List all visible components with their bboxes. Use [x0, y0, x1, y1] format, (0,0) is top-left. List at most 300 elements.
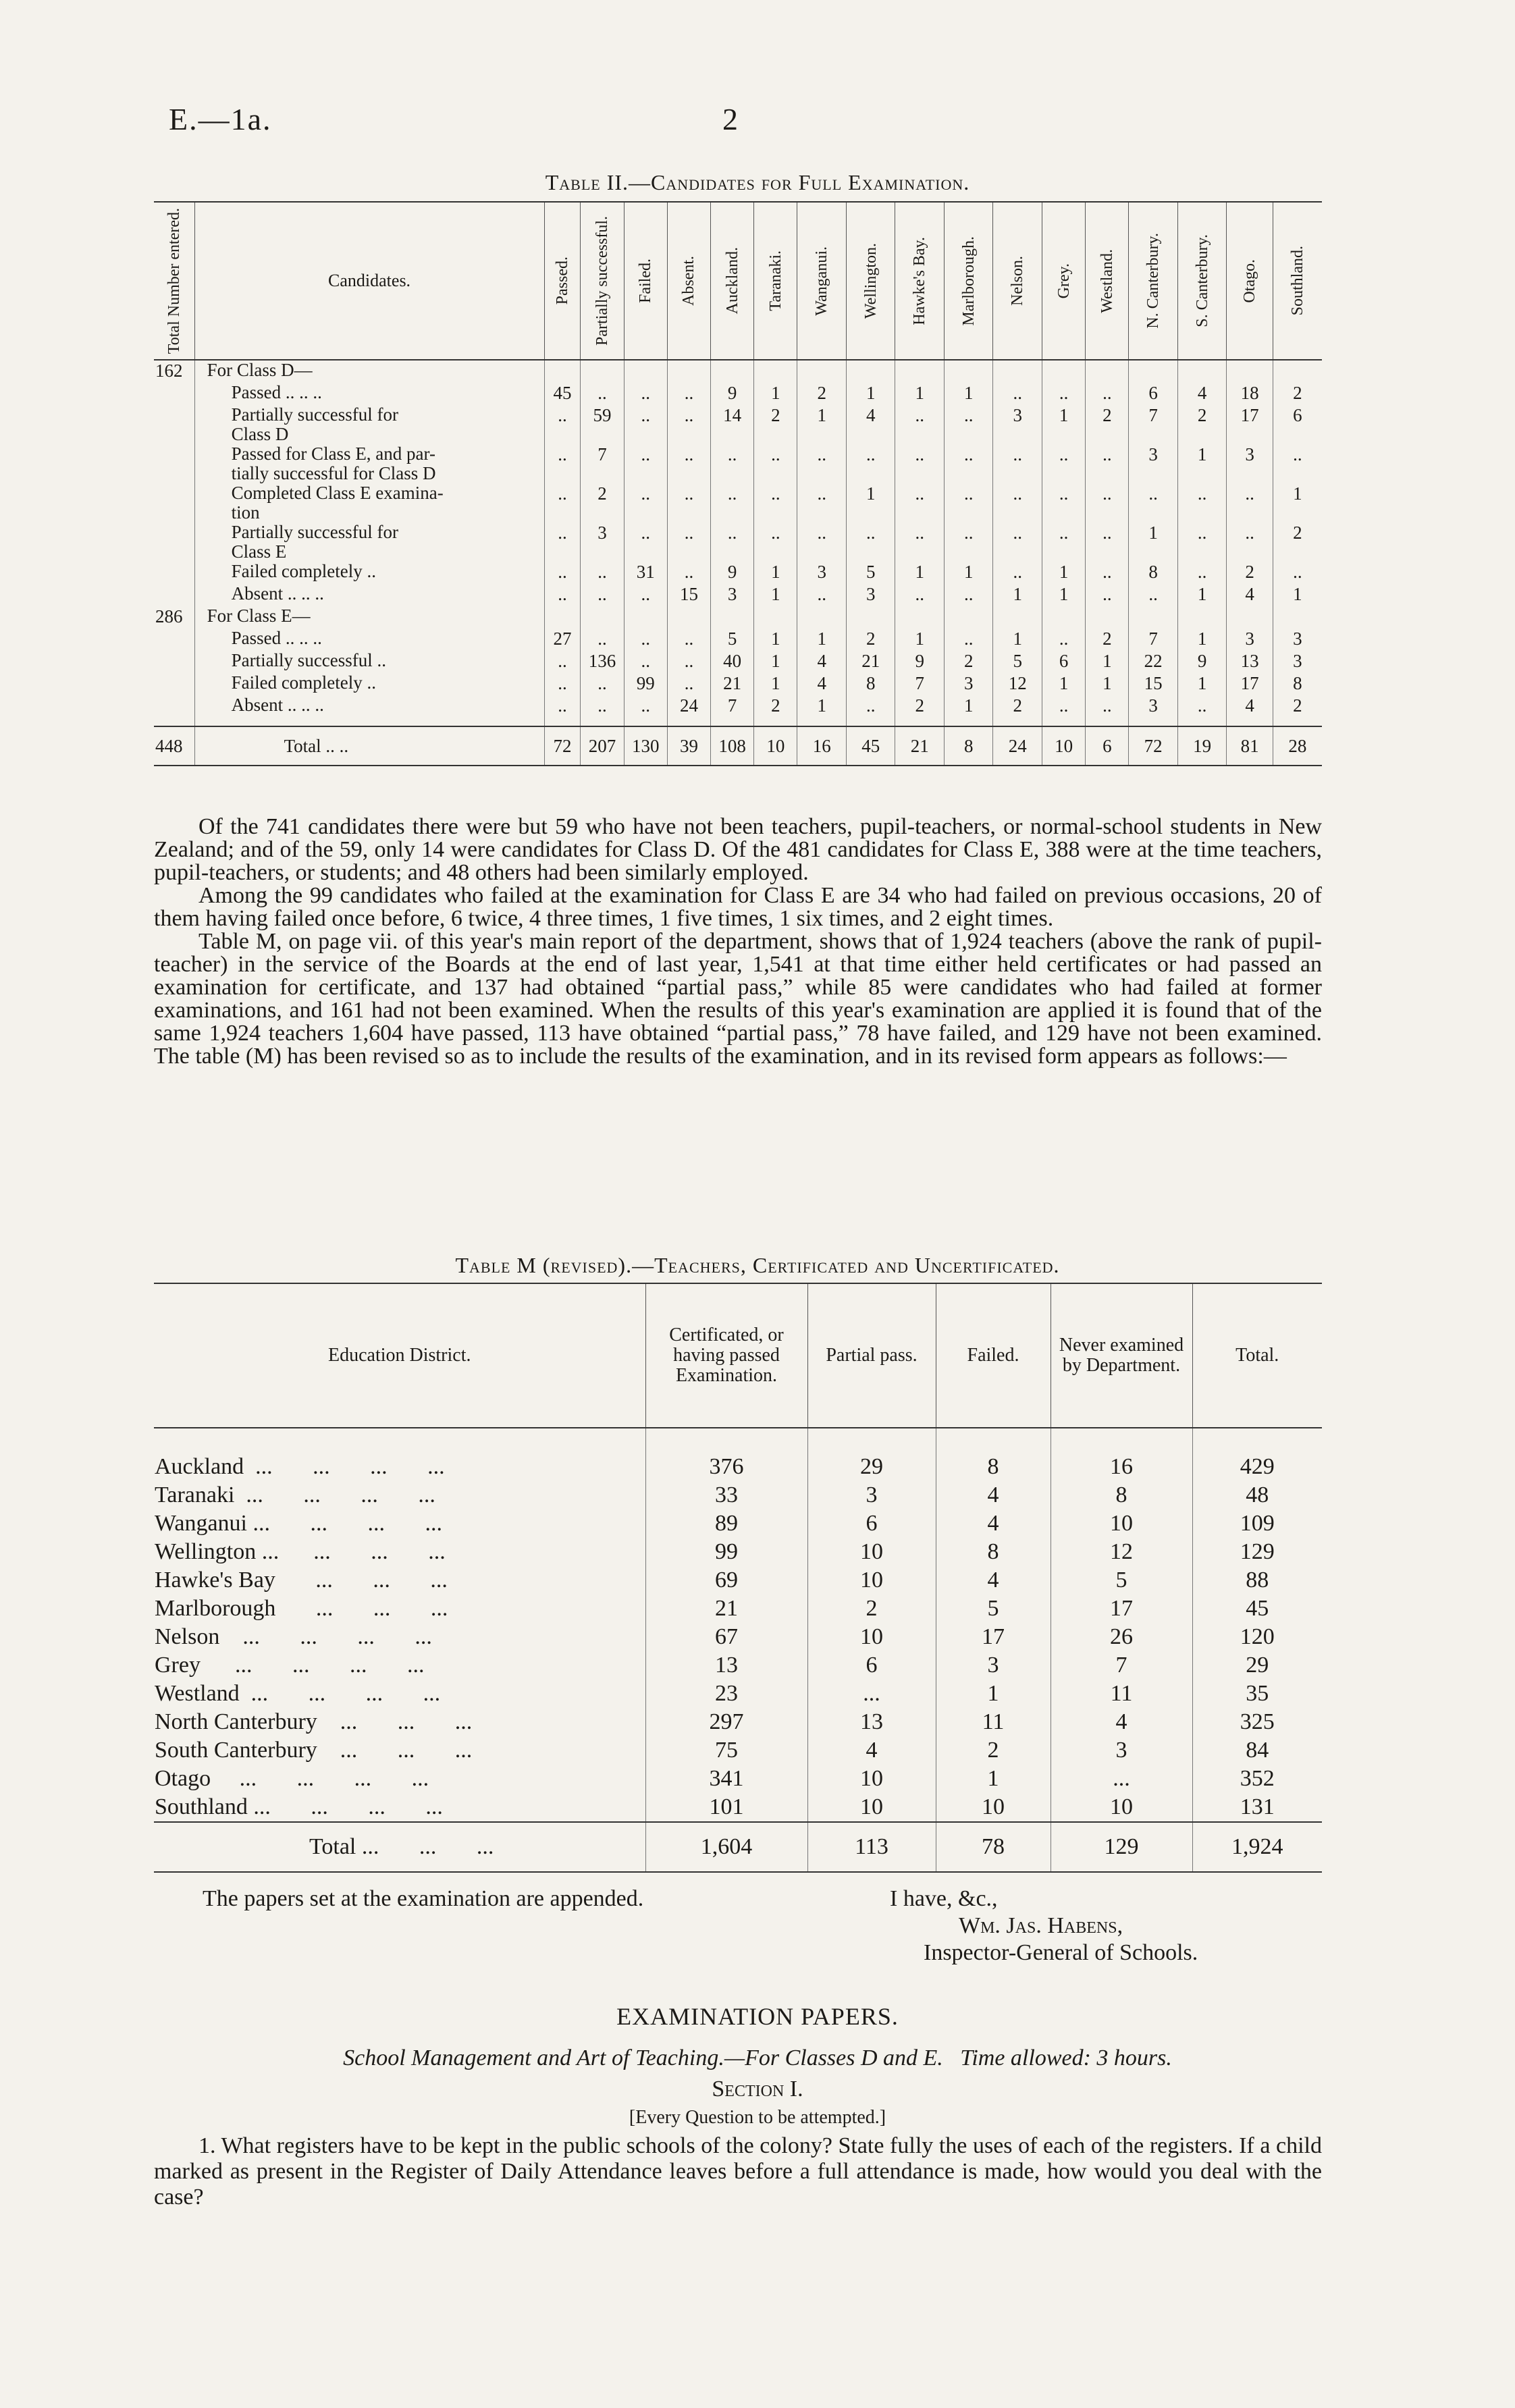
table-header-row [154, 202, 1322, 360]
table-cell: 4 [1051, 1708, 1192, 1736]
table-cell: .. [1086, 562, 1129, 584]
table-cell: .. [624, 523, 667, 562]
table-cell [1042, 718, 1085, 726]
row-label: tion [231, 502, 260, 523]
table-cell: .. [1042, 444, 1085, 483]
candidate-label-cell [194, 695, 544, 718]
table-cell: 10 [1051, 1509, 1192, 1538]
candidate-label-cell [194, 383, 544, 405]
column-label: Marlborough. [959, 236, 978, 326]
table-row [154, 1538, 1322, 1566]
table-cell: 59 [581, 405, 624, 444]
table-cell: 1 [754, 562, 797, 584]
table-cell: .. [1273, 444, 1322, 483]
table-row [154, 695, 1322, 718]
table-cell: .. [581, 628, 624, 651]
column-header: Failed. [936, 1283, 1051, 1428]
table-cell: .. [944, 405, 993, 444]
column-label: Westland. [1098, 248, 1116, 313]
district-cell: Marlborough ... ... ... [155, 1596, 448, 1621]
table-cell: 1 [1273, 483, 1322, 523]
table-cell: 89 [645, 1509, 807, 1538]
table-cell: 9 [1177, 651, 1227, 673]
table-cell: 99 [624, 673, 667, 695]
column-header [1227, 202, 1273, 360]
table-cell [711, 606, 754, 628]
table-cell: 21 [711, 673, 754, 695]
table-cell [1086, 606, 1129, 628]
table-cell: 4 [936, 1509, 1051, 1538]
table-cell: .. [993, 483, 1042, 523]
question-text: 1. What registers have to be kept in the public schools of the colony? State fully the uses of each of the registers. If a child marked as present in the Register of Daily Attendance leaves before a full attendance is made, how would you deal with the case? [154, 2133, 1322, 2210]
row-label: Absent .. .. .. [231, 583, 324, 604]
table-cell: 10 [1042, 726, 1085, 766]
table-cell: 1 [936, 1680, 1051, 1708]
table-cell: 8 [1129, 562, 1178, 584]
candidate-label-cell [194, 444, 544, 483]
table-cell: .. [895, 584, 945, 606]
table-cell: 4 [936, 1481, 1051, 1509]
table-cell: 7 [1129, 628, 1178, 651]
table-cell: 1 [895, 628, 945, 651]
table-cell: 4 [1227, 584, 1273, 606]
table-cell: 113 [807, 1822, 936, 1872]
column-header: Education District. [154, 1283, 645, 1428]
table-cell: 17 [1227, 405, 1273, 444]
table-cell [1192, 1428, 1322, 1453]
table-cell: .. [544, 405, 581, 444]
table-cell: 3 [797, 562, 847, 584]
table-cell: .. [544, 523, 581, 562]
table-cell: .. [1273, 562, 1322, 584]
table-cell: 24 [993, 726, 1042, 766]
table-cell [1042, 360, 1085, 383]
table-cell: .. [544, 695, 581, 718]
table-cell: 75 [645, 1736, 807, 1765]
table-cell: 17 [1051, 1595, 1192, 1623]
column-header [1273, 202, 1322, 360]
table-cell: 3 [1227, 628, 1273, 651]
table-cell: 429 [1192, 1453, 1322, 1481]
table-cell: .. [1086, 584, 1129, 606]
table-cell: .. [624, 651, 667, 673]
column-header [711, 202, 754, 360]
table-cell: 325 [1192, 1708, 1322, 1736]
table-cell: 8 [1273, 673, 1322, 695]
teachers-table [154, 1283, 1322, 1873]
papers-appended-note: The papers set at the examination are appended. [203, 1886, 644, 1911]
table-cell: 17 [1227, 673, 1273, 695]
table-cell: .. [624, 584, 667, 606]
total-number-cell: 162 [155, 360, 183, 381]
table-cell [711, 360, 754, 383]
table-cell: 12 [1051, 1538, 1192, 1566]
district-cell: Grey ... ... ... ... [155, 1653, 425, 1678]
table-cell: 19 [1177, 726, 1227, 766]
row-label: Completed Class E examina- [231, 483, 444, 503]
table-cell: .. [667, 383, 710, 405]
table-cell: 15 [667, 584, 710, 606]
table-cell [624, 718, 667, 726]
district-cell: South Canterbury ... ... ... [155, 1738, 473, 1763]
table-cell [754, 718, 797, 726]
table-cell [1227, 718, 1273, 726]
total-number-cell [154, 483, 194, 523]
table-cell [544, 606, 581, 628]
table-cell [944, 360, 993, 383]
table-cell: 7 [895, 673, 945, 695]
table-cell: .. [993, 383, 1042, 405]
table-cell: 1 [754, 383, 797, 405]
table-cell: .. [544, 673, 581, 695]
table-row [154, 1822, 1322, 1872]
column-header [895, 202, 945, 360]
table-cell: 2 [1273, 523, 1322, 562]
table-cell: 341 [645, 1765, 807, 1793]
table-cell: .. [895, 405, 945, 444]
column-header [1129, 202, 1178, 360]
total-number-cell [154, 651, 194, 673]
table-cell: .. [667, 562, 710, 584]
table-cell: 29 [807, 1453, 936, 1481]
table-cell: 6 [1273, 405, 1322, 444]
paragraph: Among the 99 candidates who failed at the examination for Class E are 34 who had failed on previous occasions, 20 of them having failed once before, 6 twice, 4 three times, 1 five times, 1 six times, and 2 eight times. [154, 883, 1322, 931]
table-cell: .. [667, 628, 710, 651]
table-cell: .. [797, 444, 847, 483]
signatory-title: Inspector-General of Schools. [924, 1940, 1198, 1965]
table-cell: 1 [936, 1765, 1051, 1793]
table-cell: 4 [797, 673, 847, 695]
table-row [154, 1765, 1322, 1793]
table-row [154, 1453, 1322, 1481]
table-row [154, 673, 1322, 695]
table-cell: 108 [711, 726, 754, 766]
table-cell: 12 [993, 673, 1042, 695]
table-cell: .. [944, 483, 993, 523]
candidate-label-cell [194, 523, 544, 562]
table-cell: 6 [807, 1509, 936, 1538]
table-cell: .. [797, 523, 847, 562]
table-cell [993, 360, 1042, 383]
table-cell: .. [581, 673, 624, 695]
table-cell [895, 360, 945, 383]
table-cell: 4 [797, 651, 847, 673]
table-cell: .. [711, 523, 754, 562]
candidate-label-cell [194, 584, 544, 606]
table-cell: 84 [1192, 1736, 1322, 1765]
table-cell: 40 [711, 651, 754, 673]
table-cell: 81 [1227, 726, 1273, 766]
district-cell: Taranaki ... ... ... ... [155, 1482, 435, 1507]
candidate-label-cell [194, 628, 544, 651]
table-m-title: Table M (revised).—Teachers, Certificated and Uncertificated. [455, 1253, 1060, 1277]
table-cell [624, 606, 667, 628]
column-label: Grey. [1055, 263, 1073, 299]
total-number-cell [154, 673, 194, 695]
table-row [154, 1680, 1322, 1708]
table-cell: .. [1177, 483, 1227, 523]
column-header [667, 202, 710, 360]
column-label: S. Canterbury. [1193, 234, 1211, 327]
table-cell: 88 [1192, 1566, 1322, 1595]
candidate-label-cell [194, 405, 544, 444]
table-cell: .. [581, 562, 624, 584]
table-row [154, 606, 1322, 628]
table-cell: .. [711, 444, 754, 483]
column-header: Partial pass. [807, 1283, 936, 1428]
column-label: Taranaki. [766, 250, 785, 311]
table-cell: 8 [936, 1538, 1051, 1566]
table-cell: .. [667, 523, 710, 562]
table-cell: 3 [936, 1651, 1051, 1680]
total-number-cell: 286 [155, 606, 183, 626]
table-row [154, 444, 1322, 483]
table-cell: .. [895, 523, 945, 562]
table-cell [846, 606, 895, 628]
column-header [1086, 202, 1129, 360]
candidate-label-cell [194, 718, 544, 726]
table-cell: 10 [807, 1538, 936, 1566]
table-cell: 8 [944, 726, 993, 766]
table-row [154, 1566, 1322, 1595]
column-label: Passed. [553, 257, 571, 305]
table-cell: 5 [1051, 1566, 1192, 1595]
column-header [846, 202, 895, 360]
district-cell: Westland ... ... ... ... [155, 1681, 441, 1706]
table-cell: 1 [1042, 562, 1085, 584]
table-cell: 14 [711, 405, 754, 444]
table-cell: 72 [544, 726, 581, 766]
table-cell [667, 718, 710, 726]
table-cell: 1 [944, 383, 993, 405]
table-cell: 3 [1051, 1736, 1192, 1765]
exam-papers-heading: EXAMINATION PAPERS. [616, 2003, 899, 2030]
table-cell: 1 [895, 383, 945, 405]
table-cell: 5 [711, 628, 754, 651]
table-cell: .. [1042, 483, 1085, 523]
table-row [154, 1651, 1322, 1680]
table-cell: 13 [807, 1708, 936, 1736]
table-cell: 8 [846, 673, 895, 695]
table-cell [936, 1428, 1051, 1453]
column-label: Auckland. [723, 247, 741, 315]
district-cell: Total ... ... ... [154, 1822, 645, 1872]
table-cell: 1 [1129, 523, 1178, 562]
row-label: For Class E— [207, 606, 311, 626]
paragraph: Table M, on page vii. of this year's main report of the department, shows that of 1,924 teachers (above the rank of pupil-teacher) in the service of the Boards at the end of last year, 1,541 at that time either held certificates or had passed an examination for certificate, and 137 had obtained “partial pass,” while 85 were candidates who had failed at former examinations, and 161 had not been examined. When the results of this year's examination are applied it is found that of the same 1,924 teachers 1,604 have passed, 113 have obtained “partial pass,” 78 have failed, and 129 have not been examined. The table (M) has been revised so as to include the results of the examination, and in its revised form appears as follows:— [154, 929, 1322, 1069]
table-cell [711, 718, 754, 726]
table-row [154, 523, 1322, 562]
column-header [581, 202, 624, 360]
column-header: Total. [1192, 1283, 1322, 1428]
table-cell [544, 360, 581, 383]
table-cell: 101 [645, 1793, 807, 1822]
table-cell: 2 [1273, 383, 1322, 405]
table-cell: 1 [1177, 673, 1227, 695]
table-cell: 1,924 [1192, 1822, 1322, 1872]
table-cell [1129, 360, 1178, 383]
table-cell: 45 [1192, 1595, 1322, 1623]
table-row [154, 1428, 1322, 1453]
table-cell: 1 [754, 651, 797, 673]
table-cell: .. [993, 444, 1042, 483]
table-cell: 23 [645, 1680, 807, 1708]
table-cell: .. [581, 695, 624, 718]
table-row [154, 1595, 1322, 1623]
column-header [1042, 202, 1085, 360]
table-cell: .. [667, 673, 710, 695]
table-cell: 2 [1177, 405, 1227, 444]
table-cell: .. [544, 483, 581, 523]
table-cell: 69 [645, 1566, 807, 1595]
candidate-label-cell [194, 651, 544, 673]
table-cell [797, 718, 847, 726]
row-label: Class E [231, 541, 287, 562]
table-cell: 2 [1227, 562, 1273, 584]
candidate-label-cell [194, 360, 544, 383]
table-row [154, 1793, 1322, 1822]
table-cell [1273, 606, 1322, 628]
table-cell: 39 [667, 726, 710, 766]
table-cell [624, 360, 667, 383]
table-cell: .. [624, 483, 667, 523]
signoff: I have, &c., [890, 1886, 998, 1911]
column-header [544, 202, 581, 360]
column-header [1177, 202, 1227, 360]
column-label: N. Canterbury. [1144, 233, 1163, 329]
district-cell: Southland ... ... ... ... [155, 1794, 443, 1819]
total-number-cell [154, 562, 194, 584]
table-cell [944, 606, 993, 628]
table-cell: .. [544, 562, 581, 584]
exam-instruction: [Every Question to be attempted.] [629, 2107, 886, 2128]
table-cell: 11 [936, 1708, 1051, 1736]
table-cell [895, 606, 945, 628]
row-label: Class D [231, 424, 289, 444]
table-cell: 2 [895, 695, 945, 718]
table-cell: 1 [754, 628, 797, 651]
table-cell: 35 [1192, 1680, 1322, 1708]
row-label: For Class D— [207, 360, 313, 380]
table-cell: .. [797, 483, 847, 523]
table-cell: 11 [1051, 1680, 1192, 1708]
candidate-label-cell [194, 562, 544, 584]
column-label: Partially successful. [593, 216, 611, 346]
table-cell: 6 [1042, 651, 1085, 673]
table-cell: .. [1042, 628, 1085, 651]
table-cell: 2 [993, 695, 1042, 718]
column-label: Absent. [680, 256, 698, 306]
table-cell [797, 606, 847, 628]
table-cell: 1 [1086, 651, 1129, 673]
table-cell: 7 [1051, 1651, 1192, 1680]
table-cell: 1 [1086, 673, 1129, 695]
table-cell [944, 718, 993, 726]
table-cell: 10 [936, 1793, 1051, 1822]
table-cell: 3 [993, 405, 1042, 444]
table-cell: .. [1086, 383, 1129, 405]
exam-subject-line: School Management and Art of Teaching.—For Classes D and E. Time allowed: 3 hours. [343, 2045, 1172, 2070]
table-cell: 10 [807, 1793, 936, 1822]
table-cell: 10 [807, 1566, 936, 1595]
table-cell [667, 606, 710, 628]
table-cell: .. [624, 405, 667, 444]
column-label: Nelson. [1009, 256, 1027, 306]
table-cell: 2 [846, 628, 895, 651]
section-heading: Section I. [712, 2077, 803, 2102]
table-cell: 1 [754, 673, 797, 695]
table-cell [667, 360, 710, 383]
district-cell: Nelson ... ... ... ... [155, 1624, 432, 1649]
table-cell: 5 [993, 651, 1042, 673]
table-cell: 99 [645, 1538, 807, 1566]
table-cell: .. [895, 444, 945, 483]
table-cell: .. [993, 562, 1042, 584]
table-cell: 2 [797, 383, 847, 405]
table-cell: 5 [846, 562, 895, 584]
total-number-cell [154, 523, 194, 562]
table-cell: 129 [1192, 1538, 1322, 1566]
table-cell: .. [544, 651, 581, 673]
table-cell: .. [944, 444, 993, 483]
table-cell: 1 [944, 562, 993, 584]
table-cell: 3 [1273, 651, 1322, 673]
table-cell: .. [544, 444, 581, 483]
table-cell: .. [797, 584, 847, 606]
table-cell [895, 718, 945, 726]
table-cell: .. [667, 483, 710, 523]
table-cell: 29 [1192, 1651, 1322, 1680]
column-label: Southland. [1288, 246, 1306, 316]
table-cell: 352 [1192, 1765, 1322, 1793]
table-cell: .. [1042, 383, 1085, 405]
candidate-label-cell [194, 726, 544, 766]
column-header [797, 202, 847, 360]
row-label: Failed completely .. [231, 561, 377, 581]
table-cell: 67 [645, 1623, 807, 1651]
table-cell: 31 [624, 562, 667, 584]
table-cell: .. [846, 444, 895, 483]
table-cell: .. [544, 584, 581, 606]
district-cell: Otago ... ... ... ... [155, 1766, 429, 1791]
row-label: Total .. .. [284, 736, 349, 756]
table-cell: 7 [581, 444, 624, 483]
table-cell: 3 [1227, 444, 1273, 483]
table-cell: 1 [993, 628, 1042, 651]
table-cell [581, 360, 624, 383]
table-cell [1227, 606, 1273, 628]
table-cell: .. [1177, 523, 1227, 562]
table-cell: 3 [1129, 444, 1178, 483]
body-text [154, 815, 1322, 1068]
column-header [754, 202, 797, 360]
table-cell [993, 606, 1042, 628]
table-cell: 7 [1129, 405, 1178, 444]
table-cell: 1 [797, 405, 847, 444]
table-cell [846, 360, 895, 383]
table-row [154, 405, 1322, 444]
table-cell: .. [1129, 584, 1178, 606]
table-cell: .. [754, 523, 797, 562]
table-cell: 28 [1273, 726, 1322, 766]
table-cell: 48 [1192, 1481, 1322, 1509]
table-cell [1273, 718, 1322, 726]
table-cell: 72 [1129, 726, 1178, 766]
table-cell: .. [624, 628, 667, 651]
table-cell: 3 [944, 673, 993, 695]
column-total-number [154, 202, 194, 360]
column-header [624, 202, 667, 360]
